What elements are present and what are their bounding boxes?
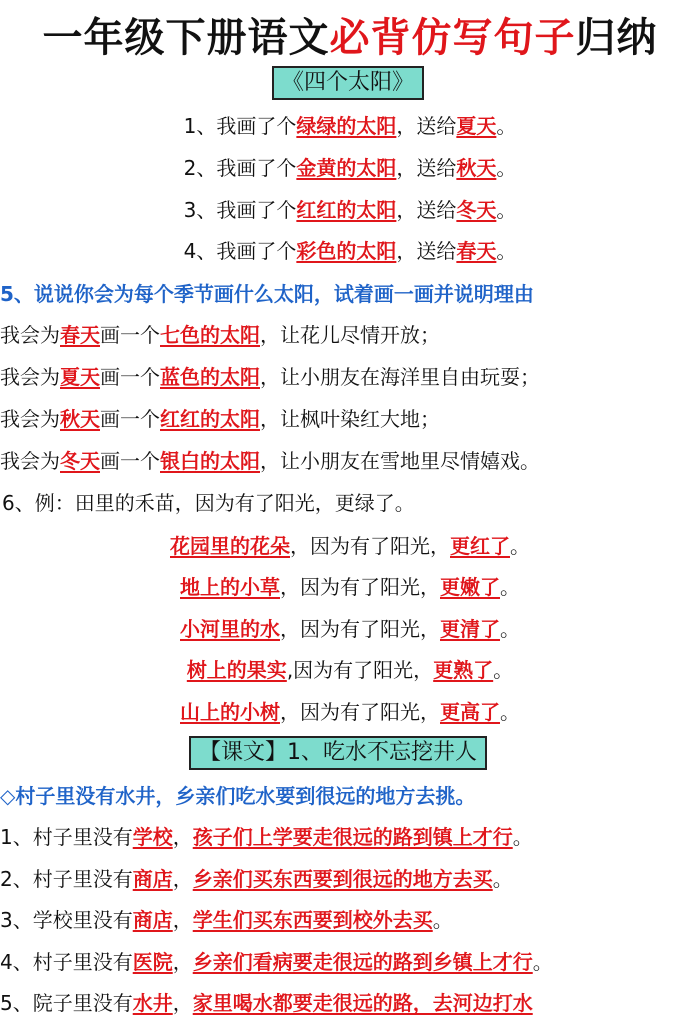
lesson-sentence-1: 1、村子里没有学校，孩子们上学要走很远的路到镇上才行。: [0, 825, 533, 849]
page-title: 一年级下册语文必背仿写句子归纳: [42, 15, 658, 61]
lesson-heading: 【课文】1、吃水不忘挖井人: [189, 736, 487, 770]
q5-answer-1: 我会为春天画一个七色的太阳，让花儿尽情开放；: [0, 323, 440, 347]
q6-answer-1: 花园里的花朵，因为有了阳光，更红了。: [170, 534, 530, 558]
q6-answer-2: 地上的小草，因为有了阳光，更嫩了。: [180, 575, 520, 599]
sentence-3: 3、我画了个红红的太阳，送给冬天。: [183, 198, 517, 222]
question-6-example: 6、例：田里的禾苗，因为有了阳光，更绿了。: [2, 491, 415, 515]
q5-answer-2: 我会为夏天画一个蓝色的太阳，让小朋友在海洋里自由玩耍；: [0, 365, 540, 389]
lesson-sentence-4: 4、村子里没有医院，乡亲们看病要走很远的路到乡镇上才行。: [0, 950, 553, 974]
q6-answer-4: 树上的果实,因为有了阳光，更熟了。: [186, 658, 514, 682]
section-heading-four-suns: 《四个太阳》: [272, 66, 424, 100]
lesson-sentence-2: 2、村子里没有商店，乡亲们买东西要到很远的地方去买。: [0, 867, 513, 891]
q5-answer-4: 我会为冬天画一个银白的太阳，让小朋友在雪地里尽情嬉戏。: [0, 449, 540, 473]
lesson-intro: ◇村子里没有水井，乡亲们吃水要到很远的地方去挑。: [0, 784, 476, 808]
question-5-title: 5、说说你会为每个季节画什么太阳，试着画一画并说明理由: [0, 282, 534, 306]
lesson-sentence-3: 3、学校里没有商店，学生们买东西要到校外去买。: [0, 908, 453, 932]
q6-answer-3: 小河里的水，因为有了阳光，更清了。: [180, 617, 520, 641]
q6-answer-5: 山上的小树，因为有了阳光，更高了。: [180, 700, 520, 724]
sentence-1: 1、我画了个绿绿的太阳，送给夏天。: [183, 114, 517, 138]
lesson-sentence-5: 5、院子里没有水井，家里喝水都要走很远的路，去河边打水: [0, 991, 533, 1015]
sentence-4: 4、我画了个彩色的太阳，送给春天。: [183, 239, 517, 263]
q5-answer-3: 我会为秋天画一个红红的太阳，让枫叶染红大地；: [0, 407, 440, 431]
sentence-2: 2、我画了个金黄的太阳，送给秋天。: [183, 156, 517, 180]
